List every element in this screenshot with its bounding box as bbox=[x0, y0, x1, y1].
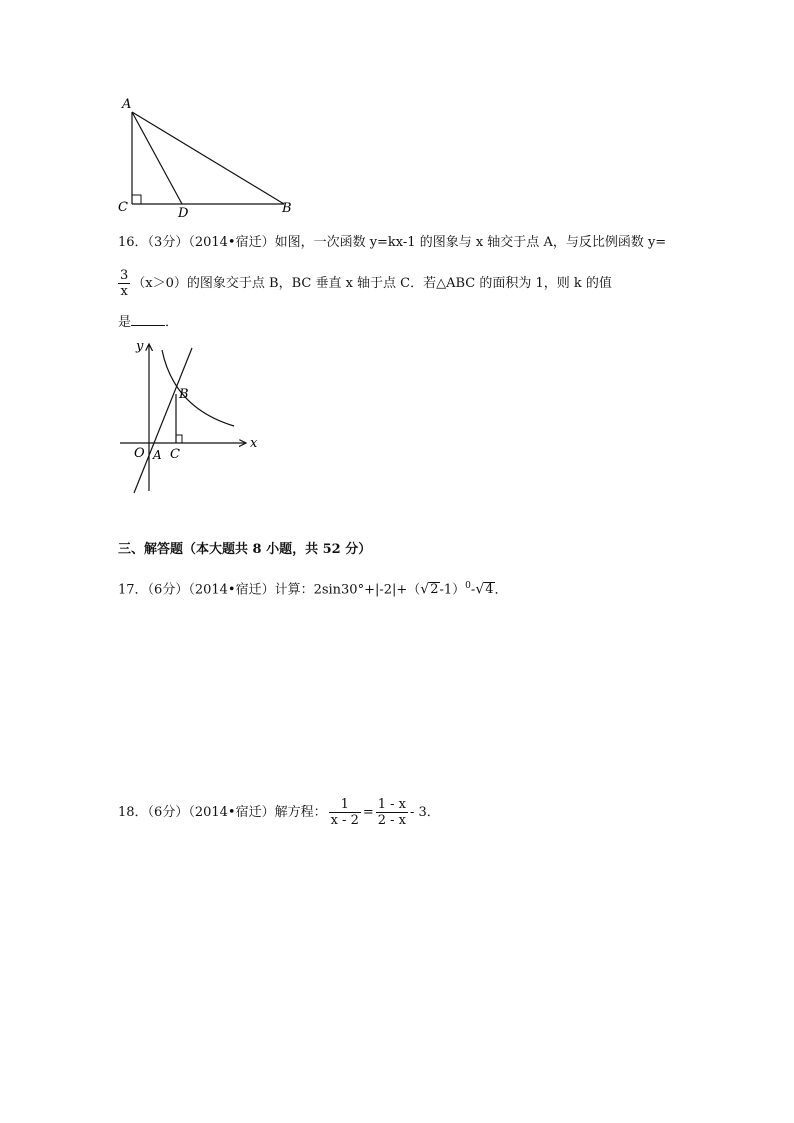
hyperbola-curve bbox=[162, 350, 234, 426]
q16-end: 是 bbox=[118, 315, 132, 330]
q18-f2-den: 2 - x bbox=[377, 813, 407, 828]
coordinate-figure bbox=[112, 336, 272, 498]
q16-frac-den: x bbox=[120, 284, 128, 299]
label-x: x bbox=[250, 436, 258, 451]
q18-fraction-1 bbox=[329, 797, 361, 828]
label-a: A bbox=[122, 97, 132, 112]
q18-f1-num: 1 bbox=[329, 797, 361, 813]
label-b: B bbox=[282, 201, 292, 216]
right-angle-mark-c bbox=[176, 435, 182, 443]
label-c: C bbox=[118, 200, 128, 215]
q17-minus: - bbox=[470, 582, 476, 598]
label-o: O bbox=[134, 446, 145, 461]
q17-radicand-2: 4 bbox=[485, 582, 494, 598]
q17-end: ． bbox=[494, 582, 508, 598]
right-angle-mark bbox=[132, 195, 141, 204]
q18-fraction-2 bbox=[376, 797, 408, 828]
q16-line2 bbox=[116, 268, 612, 299]
q16-mid: （x＞0）的图象交于点 B，BC 垂直 x 轴于点 C．若△ABC 的面积为 1，则 k 的值 bbox=[132, 276, 612, 291]
triangle-figure bbox=[110, 90, 310, 220]
label-a: A bbox=[153, 448, 162, 462]
label-y: y bbox=[136, 339, 144, 354]
segment-ad bbox=[132, 112, 182, 204]
q17-line bbox=[118, 577, 508, 599]
q18-prefix: 18．（6分）（2014•宿迁）解方程： bbox=[118, 805, 327, 820]
label-c: C bbox=[170, 447, 180, 462]
section-heading bbox=[118, 538, 371, 557]
q16-line1 bbox=[118, 234, 666, 252]
label-b: B bbox=[179, 387, 189, 402]
sqrt-sign-1: √ bbox=[420, 581, 430, 598]
q16-frac-num: 3 bbox=[120, 268, 129, 283]
q18-f2-num: 1 - x bbox=[377, 797, 407, 812]
q16-prefix: 16．（3分）（2014•宿迁）如图，一次函数 y=kx-1 的图象与 x 轴交于点 A，与反比例函数 y= bbox=[118, 235, 667, 250]
q18-f1-den: x - 2 bbox=[330, 813, 359, 828]
q18-tail: - 3． bbox=[410, 805, 440, 820]
q16-fraction bbox=[118, 268, 130, 299]
q17-prefix: 17．（6分）（2014•宿迁）计算：2sin30°+|-2|+（ bbox=[118, 582, 421, 598]
linear-function-line bbox=[134, 348, 192, 493]
q17-exponent: 0 bbox=[465, 581, 471, 591]
side-ab bbox=[132, 112, 284, 204]
q17-after-rad1: -1） bbox=[439, 582, 466, 598]
section-title: 三、解答题（本大题共 8 小题，共 52 分） bbox=[118, 542, 372, 557]
q16-line3 bbox=[118, 313, 178, 332]
sqrt-sign-2: √ bbox=[475, 581, 485, 598]
label-d: D bbox=[178, 206, 189, 220]
q17-radicand-1: 2 bbox=[430, 582, 439, 598]
q16-end-punct: ． bbox=[165, 315, 179, 330]
q18-equals: = bbox=[362, 805, 374, 820]
answer-blank bbox=[131, 313, 165, 326]
q18-line bbox=[118, 796, 440, 830]
